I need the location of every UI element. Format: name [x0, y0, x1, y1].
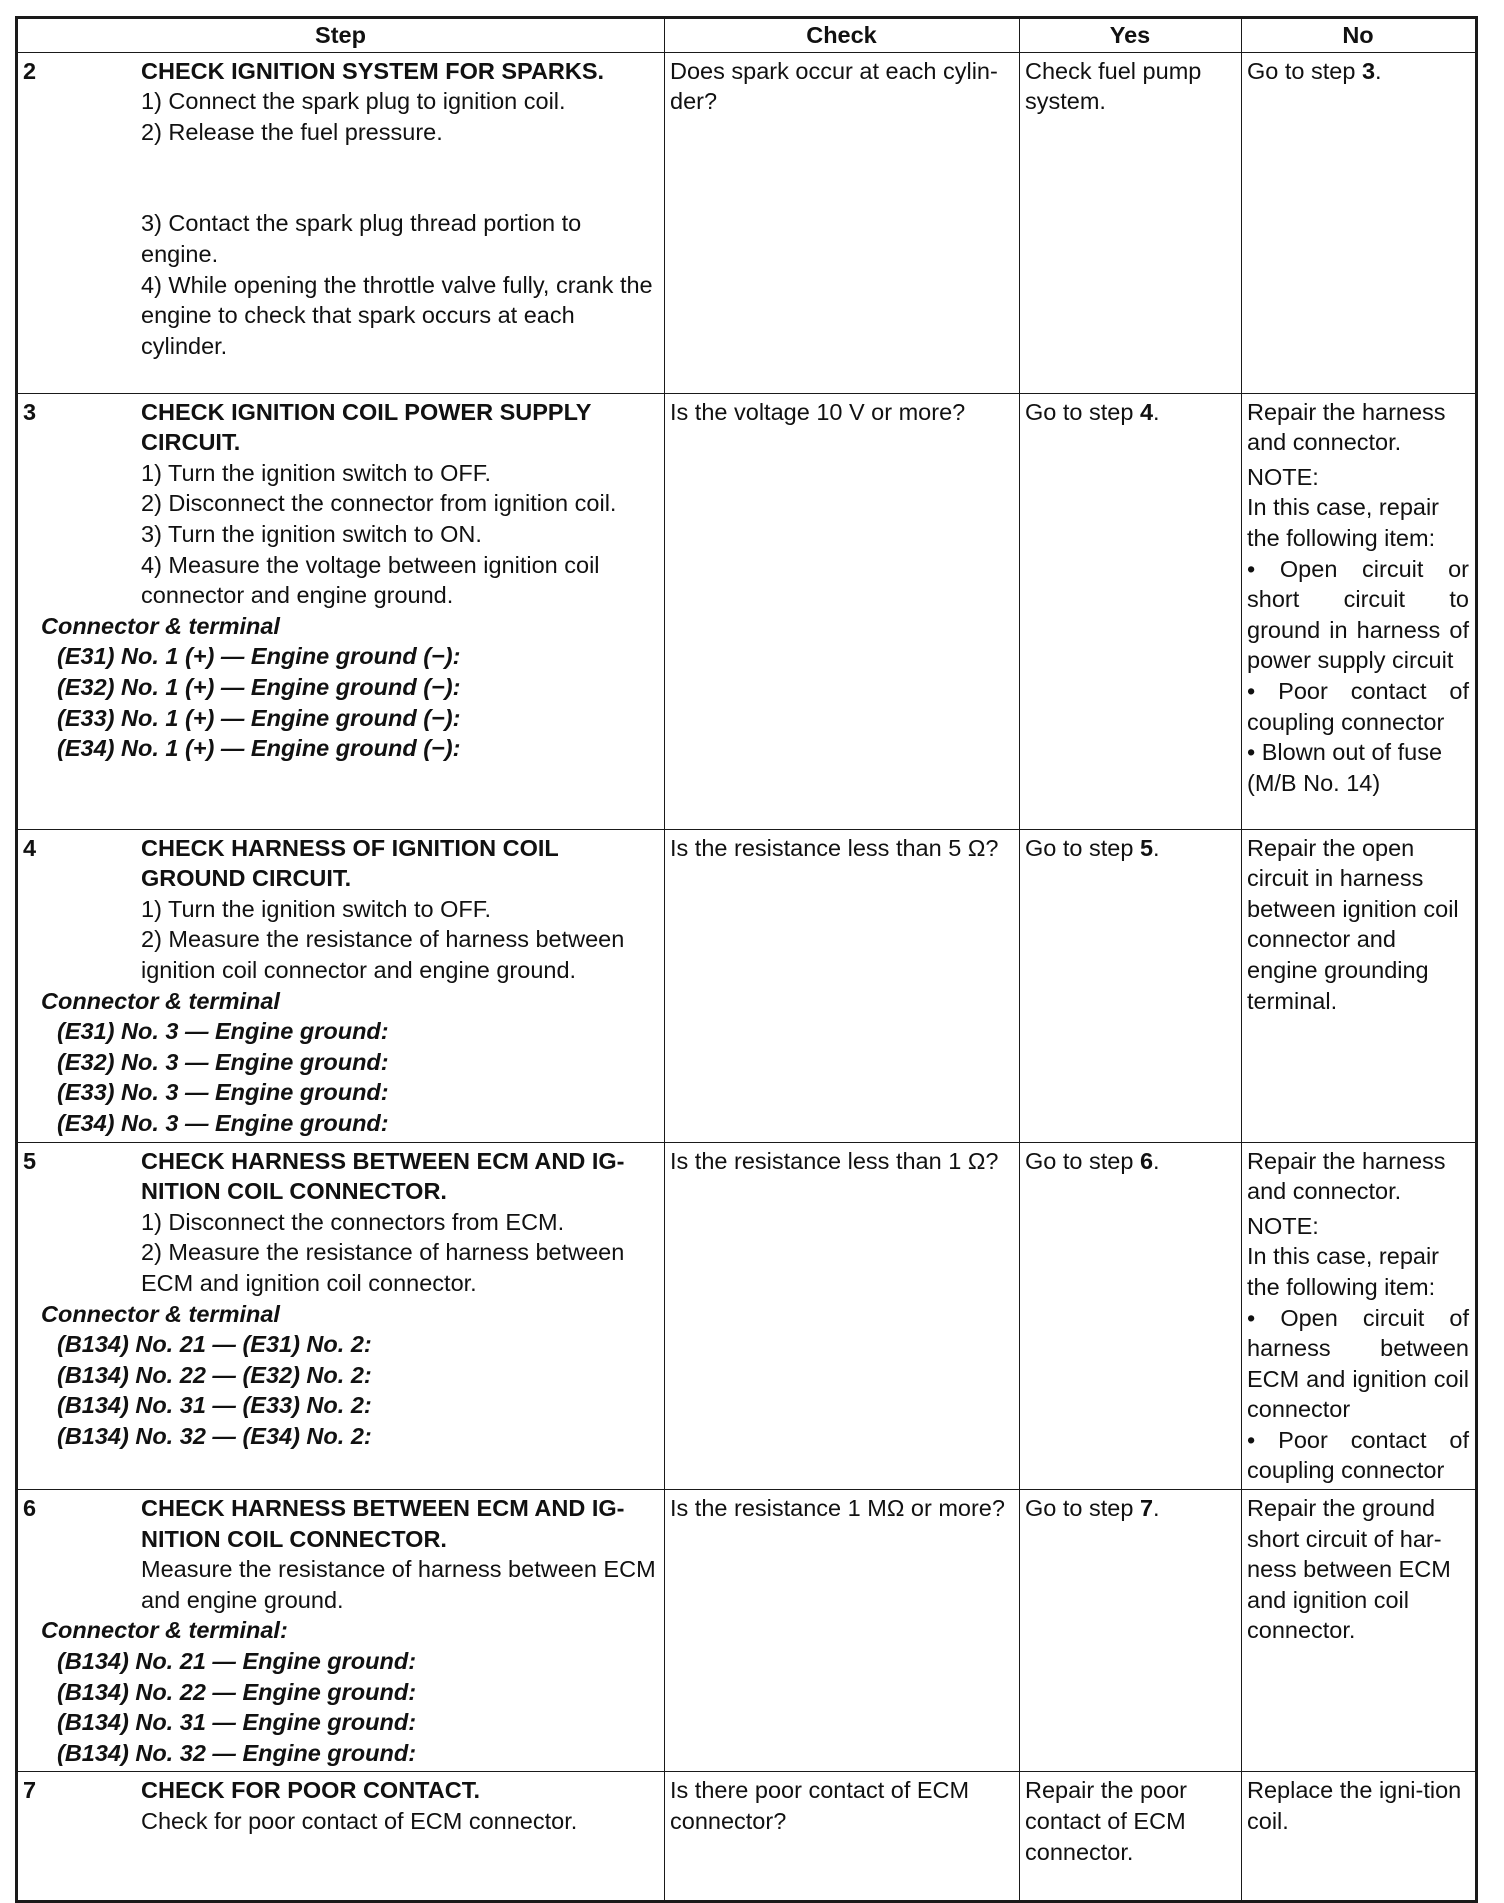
- step-reference: 7: [1139, 1495, 1154, 1522]
- step-number: 6: [23, 1495, 37, 1522]
- step-reference: 3: [1361, 57, 1376, 84]
- step-title: CHECK FOR POOR CONTACT.: [141, 1777, 481, 1804]
- step-cell: [17, 52, 665, 393]
- table-row: [17, 829, 1477, 1142]
- terminal-spec: (E31) No. 1 (+) — Engine ground (−):: [57, 643, 461, 670]
- step-number: 3: [23, 398, 37, 425]
- no-cell: Repair the harness and connector. NOTE: In this case, repair the following item: • Open circuit or short circuit to ground in harness of power supply circuit • Poor contact of coupling connector • Blown out of fuse (M/B No. 14): [1242, 393, 1477, 829]
- header-check: Check: [665, 18, 1020, 53]
- terminal-spec: (B134) No. 22 — (E32) No. 2:: [57, 1361, 372, 1388]
- note-label: NOTE:: [1247, 463, 1319, 490]
- step-instruction: 4) While opening the throttle valve fully, crank the engine to check that spark occurs at each cylinder.: [141, 271, 653, 359]
- terminal-spec: (B134) No. 32 — Engine ground:: [57, 1739, 417, 1766]
- check-cell: Is the resistance less than 5 Ω?: [665, 829, 1020, 1142]
- note-label: NOTE:: [1247, 1212, 1319, 1239]
- step-instruction: 1) Disconnect the connectors from ECM.: [141, 1208, 565, 1235]
- no-cell: Repair the ground short circuit of har-ness between ECM and ignition coil connector.: [1242, 1490, 1477, 1772]
- yes-cell: Check fuel pump system.: [1020, 52, 1242, 393]
- check-cell: Is there poor contact of ECM connector?: [665, 1772, 1020, 1902]
- terminal-spec: (E33) No. 3 — Engine ground:: [57, 1079, 389, 1106]
- step-title: CHECK HARNESS BETWEEN ECM AND IG-: [141, 1495, 625, 1522]
- step-cell: [17, 1490, 665, 1772]
- step-reference: 4: [1139, 398, 1154, 425]
- no-cell: Go to step 3.: [1242, 52, 1477, 393]
- check-cell: Is the resistance less than 1 Ω?: [665, 1142, 1020, 1490]
- step-instruction: 3) Turn the ignition switch to ON.: [141, 520, 482, 547]
- step-cell: [17, 393, 665, 829]
- step-title: CHECK HARNESS OF IGNITION COIL: [141, 834, 559, 861]
- connector-label: Connector & terminal:: [41, 1617, 288, 1644]
- step-instruction: 1) Turn the ignition switch to OFF.: [141, 459, 492, 486]
- header-step: Step: [17, 18, 665, 53]
- step-instruction: 4) Measure the voltage between ignition coil connector and engine ground.: [141, 551, 600, 609]
- connector-label: Connector & terminal: [41, 1300, 280, 1327]
- yes-cell: Go to step 4.: [1020, 393, 1242, 829]
- step-number: 5: [23, 1147, 37, 1174]
- step-instruction: 1) Connect the spark plug to ignition coil.: [141, 88, 566, 115]
- step-title: GROUND CIRCUIT.: [141, 865, 352, 892]
- step-instruction: 2) Measure the resistance of harness between ECM and ignition coil connector.: [141, 1239, 625, 1296]
- yes-cell: Go to step 5.: [1020, 829, 1242, 1142]
- list-item: • Poor contact of coupling connector: [1247, 1426, 1469, 1484]
- step-title: CIRCUIT.: [141, 429, 241, 456]
- step-reference: 5: [1139, 834, 1154, 861]
- check-cell: Is the resistance 1 MΩ or more?: [665, 1490, 1020, 1772]
- terminal-spec: (E34) No. 3 — Engine ground:: [57, 1109, 389, 1136]
- yes-cell: Repair the poor contact of ECM connector.: [1020, 1772, 1242, 1902]
- terminal-spec: (E32) No. 3 — Engine ground:: [57, 1048, 389, 1075]
- step-instruction: Check for poor contact of ECM connector.: [141, 1808, 578, 1834]
- terminal-spec: (B134) No. 32 — (E34) No. 2:: [57, 1422, 372, 1449]
- check-cell: Does spark occur at each cylin-der?: [665, 52, 1020, 393]
- terminal-spec: (E33) No. 1 (+) — Engine ground (−):: [57, 704, 461, 731]
- list-item: • Poor contact of coupling connector: [1247, 677, 1469, 735]
- step-instruction: 2) Measure the resistance of harness between ignition coil connector and engine ground.: [141, 926, 625, 983]
- list-item: • Open circuit or short circuit to ground in harness of power supply circuit: [1247, 555, 1469, 674]
- terminal-spec: (B134) No. 22 — Engine ground:: [57, 1678, 417, 1705]
- step-instruction: Measure the resistance of harness between ECM and engine ground.: [141, 1556, 656, 1613]
- step-instruction: 2) Disconnect the connector from ignition coil.: [141, 490, 617, 517]
- step-title: NITION COIL CONNECTOR.: [141, 1525, 447, 1552]
- step-title: CHECK IGNITION SYSTEM FOR SPARKS.: [141, 57, 605, 84]
- terminal-spec: (E32) No. 1 (+) — Engine ground (−):: [57, 673, 461, 700]
- terminal-spec: (E34) No. 1 (+) — Engine ground (−):: [57, 735, 461, 762]
- table-row: [17, 1142, 1477, 1490]
- step-instruction: 1) Turn the ignition switch to OFF.: [141, 895, 492, 922]
- no-cell: Repair the open circuit in harness between ignition coil connector and engine grounding terminal.: [1242, 829, 1477, 1142]
- header-row: [17, 18, 1477, 53]
- connector-label: Connector & terminal: [41, 987, 280, 1014]
- diagnostic-table-wrapper: [15, 16, 1475, 1903]
- no-cell: Replace the igni-tion coil.: [1242, 1772, 1477, 1902]
- terminal-spec: (B134) No. 21 — Engine ground:: [57, 1648, 417, 1675]
- step-number: 7: [23, 1777, 37, 1804]
- list-item: • Blown out of fuse (M/B No. 14): [1247, 739, 1443, 796]
- terminal-spec: (B134) No. 31 — Engine ground:: [57, 1709, 417, 1736]
- header-yes: Yes: [1020, 18, 1242, 53]
- yes-cell: Go to step 6.: [1020, 1142, 1242, 1490]
- list-item: • Open circuit of harness between ECM and ignition coil connector: [1247, 1304, 1469, 1423]
- step-number: 4: [23, 834, 37, 861]
- step-instruction: 2) Release the fuel pressure.: [141, 118, 443, 145]
- yes-cell: Go to step 7.: [1020, 1490, 1242, 1772]
- step-reference: 6: [1139, 1147, 1154, 1174]
- connector-label: Connector & terminal: [41, 612, 280, 639]
- terminal-spec: (E31) No. 3 — Engine ground:: [57, 1018, 389, 1045]
- no-cell: Repair the harness and connector. NOTE: In this case, repair the following item: • Open circuit of harness between ECM and ignition coil connector • Poor contact of coupling connector: [1242, 1142, 1477, 1490]
- step-cell: [17, 1772, 665, 1902]
- diagnostic-table: [15, 16, 1478, 1903]
- table-row: [17, 1772, 1477, 1902]
- step-title: NITION COIL CONNECTOR.: [141, 1178, 447, 1205]
- step-title: CHECK HARNESS BETWEEN ECM AND IG-: [141, 1147, 625, 1174]
- step-number: 2: [23, 57, 37, 84]
- step-instruction: 3) Contact the spark plug thread portion to engine.: [141, 210, 582, 267]
- terminal-spec: (B134) No. 21 — (E31) No. 2:: [57, 1331, 372, 1358]
- table-row: [17, 1490, 1477, 1772]
- step-cell: [17, 829, 665, 1142]
- step-title: CHECK IGNITION COIL POWER SUPPLY: [141, 398, 592, 425]
- table-row: [17, 393, 1477, 829]
- header-no: No: [1242, 18, 1477, 53]
- check-cell: Is the voltage 10 V or more?: [665, 393, 1020, 829]
- terminal-spec: (B134) No. 31 — (E33) No. 2:: [57, 1392, 372, 1419]
- step-cell: [17, 1142, 665, 1490]
- table-row: [17, 52, 1477, 393]
